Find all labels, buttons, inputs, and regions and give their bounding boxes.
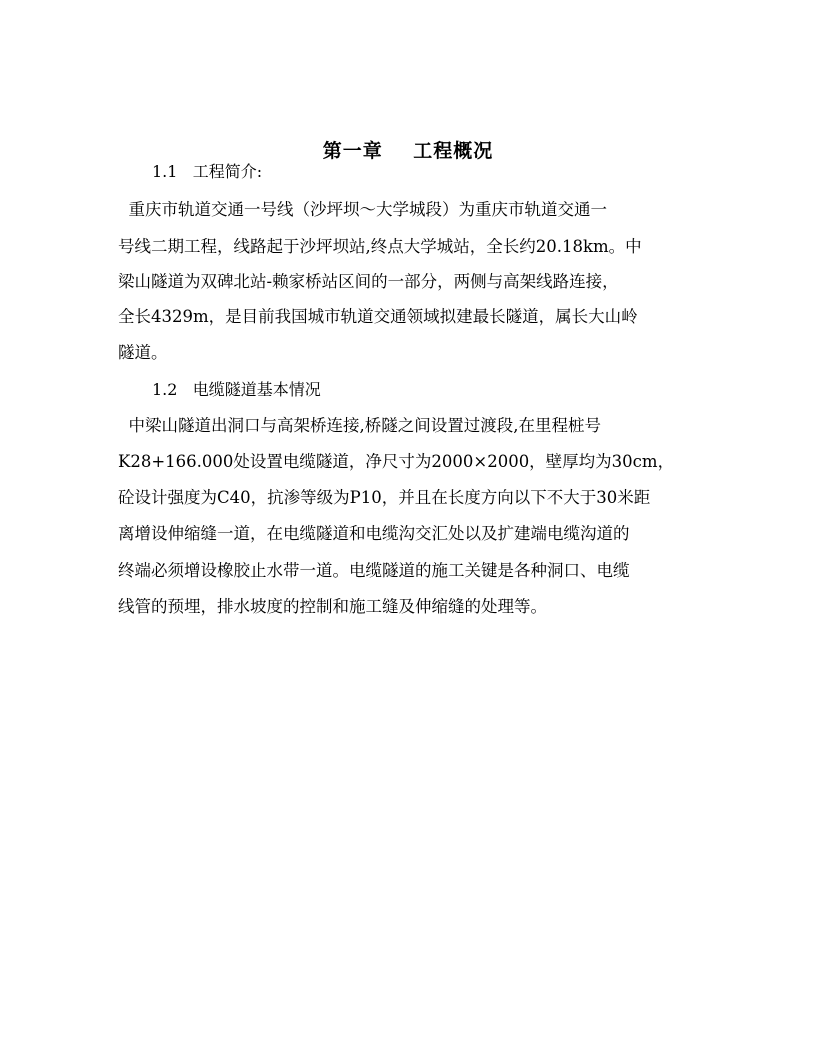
paragraph-line: 号线二期工程，线路起于沙坪坝站,终点大学城站，全长约20.18km。中 — [118, 237, 642, 256]
paragraph-line: 离增设伸缩缝一道，在电缆隧道和电缆沟交汇处以及扩建端电缆沟道的 — [118, 524, 630, 543]
paragraph-line: 中梁山隧道出洞口与高架桥连接,桥隧之间设置过渡段,在里程桩号 — [118, 416, 601, 435]
paragraph-line: 线管的预埋，排水坡度的控制和施工缝及伸缩缝的处理等。 — [118, 597, 547, 616]
paragraph-line: 全长4329m，是目前我国城市轨道交通领域拟建最长隧道，属长大山岭 — [118, 307, 638, 326]
chapter-title: 第一章 工程概况 — [322, 140, 494, 162]
paragraph-line: 终端必须增设橡胶止水带一道。电缆隧道的施工关键是各种洞口、电缆 — [118, 561, 630, 580]
paragraph-line: 砼设计强度为C40，抗渗等级为P10，并且在长度方向以下不大于30米距 — [118, 488, 651, 507]
paragraph-line: 隧道。 — [118, 343, 168, 362]
section-heading-1-1: 1.1 工程简介: — [152, 162, 263, 181]
paragraph-line: 重庆市轨道交通一号线（沙坪坝～大学城段）为重庆市轨道交通一 — [118, 200, 607, 219]
paragraph-line: K28+166.000处设置电缆隧道，净尺寸为2000×2000，壁厚均为30cm， — [118, 452, 675, 471]
paragraph-line: 梁山隧道为双碑北站-赖家桥站区间的一部分，两侧与高架线路连接， — [118, 272, 619, 291]
section-heading-1-2: 1.2 电缆隧道基本情况 — [152, 380, 321, 399]
